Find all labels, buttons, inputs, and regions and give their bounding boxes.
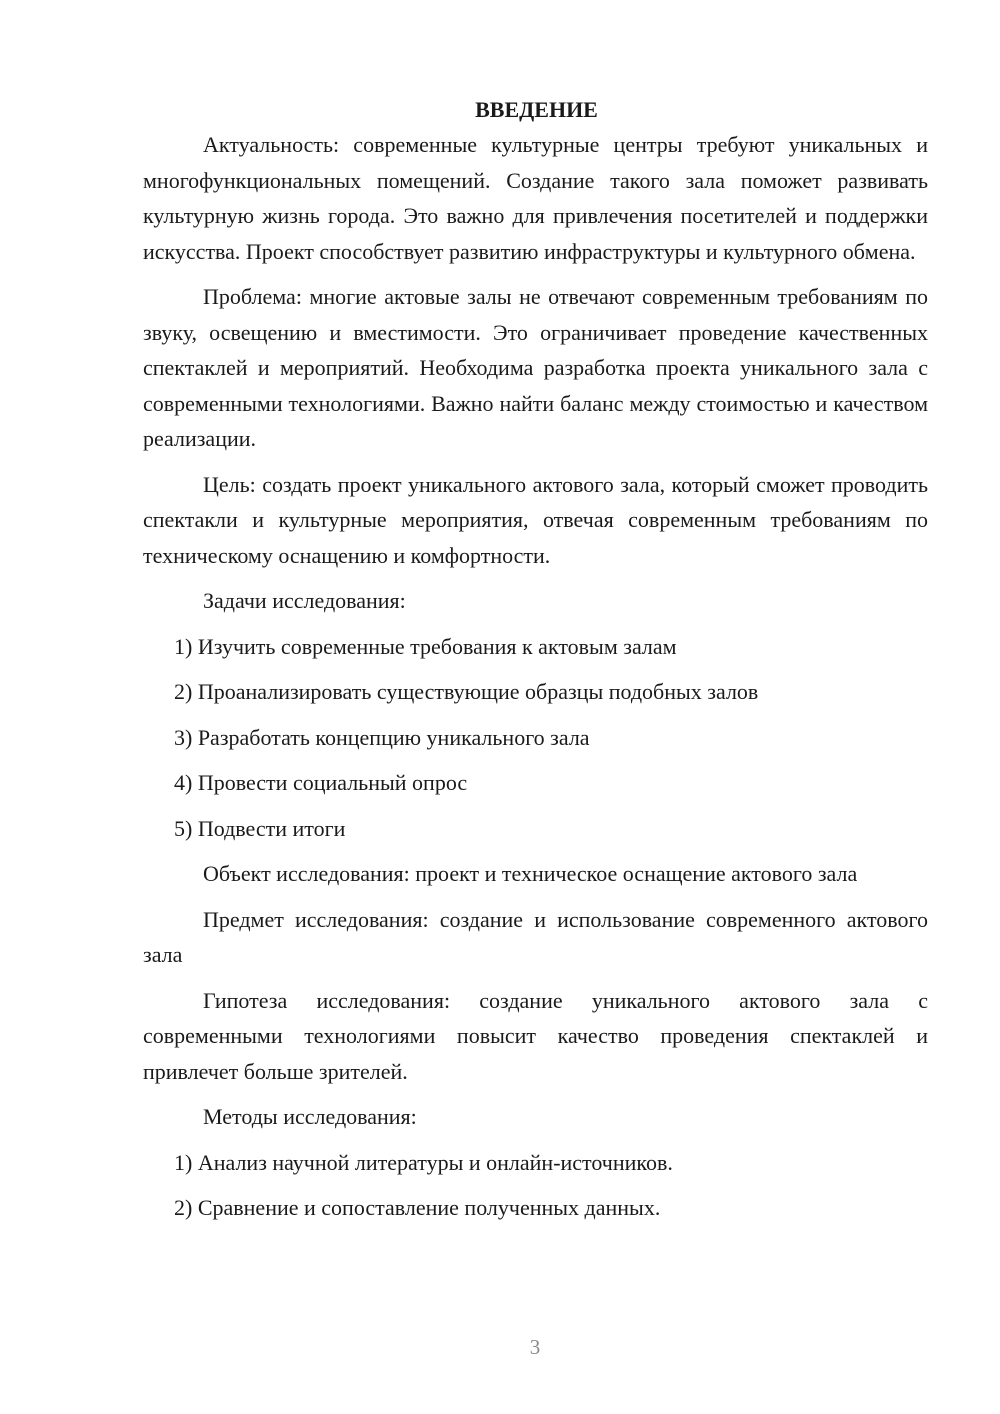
methods-heading: Методы исследования: <box>203 1104 417 1129</box>
method-item: 1) Анализ научной литературы и онлайн-источников. <box>174 1149 673 1175</box>
paragraph-object: Объект исследования: проект и техническое оснащение актового зала <box>203 861 858 886</box>
paragraph-hypothesis: Гипотеза исследования: создание уникального актового зала с современными технологиями повысит качество проведения спектаклей и привлечет больше зрителей. <box>143 987 928 1084</box>
task-item: 5) Подвести итоги <box>174 815 346 841</box>
page-content <box>143 92 928 1226</box>
paragraph-problem: Проблема: многие актовые залы не отвечают современным требованиям по звуку, освещению и вместимости. Это ограничивает проведение качественных спектаклей и мероприятий. Необходима разработка проекта уникального зала с современными технологиями. Важно найти баланс между стоимостью и качеством реализации. <box>143 284 928 451</box>
task-item: 1) Изучить современные требования к актовым залам <box>174 633 677 659</box>
task-item: 4) Провести социальный опрос <box>174 770 468 795</box>
task-item: 2) Проанализировать существующие образцы подобных залов <box>174 679 759 704</box>
paragraph-subject: Предмет исследования: создание и использование современного актового зала <box>143 906 928 967</box>
task-item: 3) Разработать концепцию уникального зала <box>174 724 590 750</box>
paragraph-goal: Цель: создать проект уникального актового зала, который сможет проводить спектакли и культурные мероприятия, отвечая современным требованиям по техническому оснащению и комфортности. <box>143 471 928 568</box>
page-title: ВВЕДЕНИЕ <box>475 97 598 122</box>
method-item: 2) Сравнение и сопоставление полученных данных. <box>174 1195 661 1220</box>
paragraph-relevance: Актуальность: современные культурные центры требуют уникальных и многофункциональных помещений. Создание такого зала поможет развивать культурную жизнь города. Это важно для привлечения посетителей и поддержки искусства. Проект способствует развитию инфраструктуры и культурного обмена. <box>143 132 928 264</box>
tasks-heading: Задачи исследования: <box>203 588 406 613</box>
page-number: 3 <box>529 1335 541 1359</box>
